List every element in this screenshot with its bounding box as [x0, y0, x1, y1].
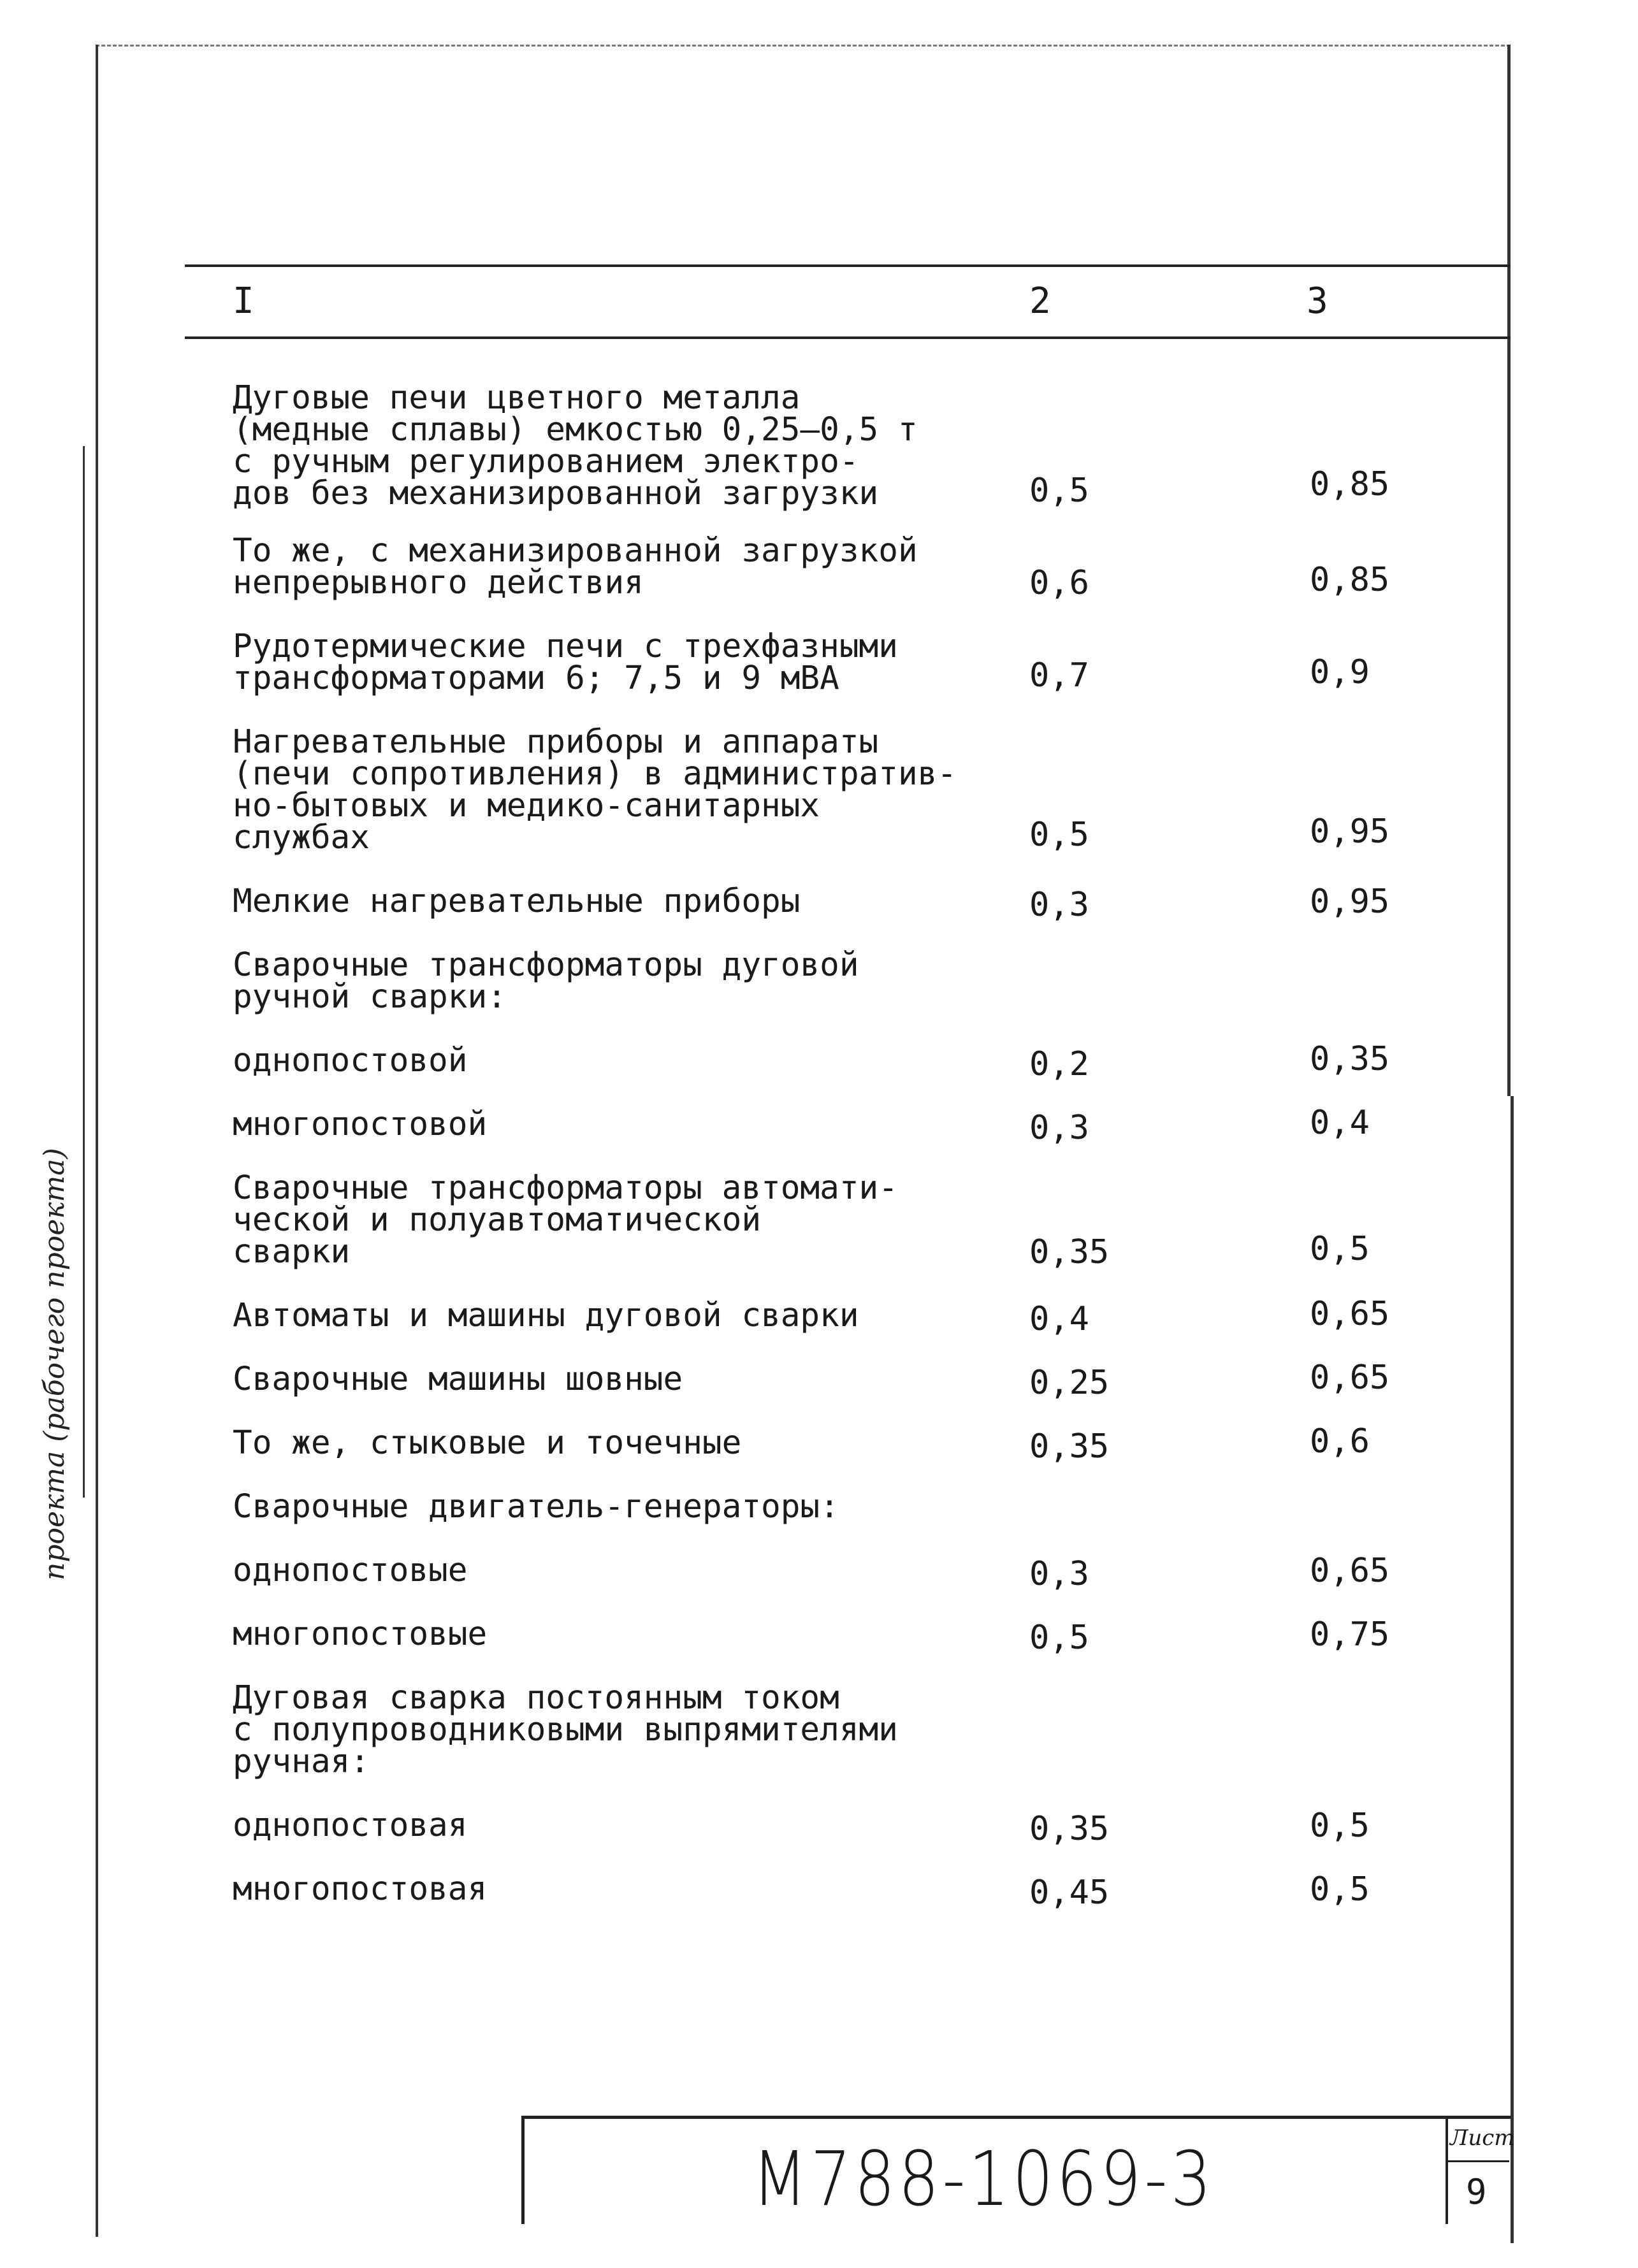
row-value-col3: 0,85	[1310, 561, 1390, 599]
row-value-col2: 0,35	[1029, 1810, 1110, 1848]
row-description: однопостовые	[233, 1552, 468, 1589]
row-value-col3: 0,5	[1310, 1230, 1370, 1268]
row-value-col2: 0,3	[1029, 886, 1089, 924]
row-value-col3: 0,5	[1310, 1807, 1370, 1845]
column-header-2: 2	[1029, 280, 1051, 322]
row-value-col3: 0,4	[1310, 1104, 1370, 1142]
sheet-label: Лист	[1450, 2125, 1515, 2151]
row-value-col2: 0,5	[1029, 1619, 1089, 1657]
title-block-top-line	[523, 2116, 1511, 2119]
row-description: То же, стыковые и точечные	[233, 1424, 742, 1462]
row-description: Рудотермические печи с трехфазными трансформаторами 6; 7,5 и 9 мВА	[233, 628, 898, 697]
title-block-sheet-rule	[1446, 2160, 1509, 2162]
row-value-col3: 0,5	[1310, 1870, 1370, 1909]
sheet-number: 9	[1466, 2172, 1487, 2212]
row-value-col2: 0,7	[1029, 656, 1089, 695]
row-value-col2: 0,2	[1029, 1045, 1089, 1083]
row-description: Сварочные двигатель-генераторы:	[233, 1488, 839, 1526]
row-value-col3: 0,9	[1310, 653, 1370, 691]
side-margin-rule	[83, 446, 96, 1498]
column-header-1: I	[233, 280, 254, 322]
row-value-col2: 0,35	[1029, 1233, 1110, 1271]
frame-top-line	[96, 45, 1511, 47]
row-value-col2: 0,35	[1029, 1427, 1110, 1466]
row-description: многопостовой	[233, 1106, 488, 1143]
row-value-col3: 0,65	[1310, 1552, 1390, 1590]
row-value-col3: 0,95	[1310, 813, 1390, 851]
title-block-left-line	[521, 2116, 525, 2224]
row-description: Мелкие нагревательные приборы	[233, 883, 801, 920]
title-block-divider	[1446, 2116, 1448, 2224]
row-description: Нагревательные приборы и аппараты (печи сопротивления) в административ- но-бытовых и медико-санитарных службах	[233, 723, 957, 856]
row-description: Дуговая сварка постоянным током с полупроводниковыми выпрямителями ручная:	[233, 1679, 898, 1780]
table-header-bottom-rule	[185, 336, 1511, 339]
row-value-col2: 0,3	[1029, 1555, 1089, 1593]
column-header-3: 3	[1307, 280, 1328, 322]
row-description: То же, с механизированной загрузкой непрерывного действия	[233, 532, 918, 602]
row-value-col3: 0,85	[1310, 465, 1390, 503]
row-value-col3: 0,6	[1310, 1422, 1370, 1461]
row-description: Автоматы и машины дуговой сварки	[233, 1297, 859, 1334]
row-description: Сварочные трансформаторы дуговой ручной сварки:	[233, 946, 859, 1016]
row-value-col3: 0,95	[1310, 883, 1390, 921]
row-description: многопостовая	[233, 1870, 488, 1908]
row-value-col2: 0,25	[1029, 1364, 1110, 1402]
row-value-col2: 0,3	[1029, 1109, 1089, 1147]
row-value-col2: 0,45	[1029, 1874, 1110, 1912]
row-description: Сварочные трансформаторы автомати- ческой и полуавтоматической сварки	[233, 1169, 898, 1271]
frame-right-line-lower	[1511, 1096, 1514, 2243]
row-description: однопостовая	[233, 1807, 468, 1844]
row-value-col2: 0,5	[1029, 472, 1089, 510]
row-value-col2: 0,4	[1029, 1300, 1089, 1338]
row-description: многопостовые	[233, 1615, 488, 1653]
frame-right-line-upper	[1507, 45, 1511, 1096]
row-description: Сварочные машины шовные	[233, 1361, 683, 1398]
row-description: Дуговые печи цветного металла (медные сплавы) емкостью 0,25–0,5 т с ручным регулированием электро- дов без механизированной загрузки	[233, 379, 918, 512]
side-margin-stamp: проекта (рабочего проекта)	[38, 1148, 71, 1580]
row-description: однопостовой	[233, 1042, 468, 1080]
row-value-col2: 0,5	[1029, 816, 1089, 854]
row-value-col3: 0,75	[1310, 1615, 1390, 1654]
row-value-col3: 0,35	[1310, 1040, 1390, 1078]
document-code: М788-1069-3	[752, 2135, 1215, 2223]
table-header-top-rule	[185, 264, 1511, 267]
row-value-col3: 0,65	[1310, 1359, 1390, 1397]
row-value-col3: 0,65	[1310, 1295, 1390, 1333]
row-value-col2: 0,6	[1029, 564, 1089, 602]
